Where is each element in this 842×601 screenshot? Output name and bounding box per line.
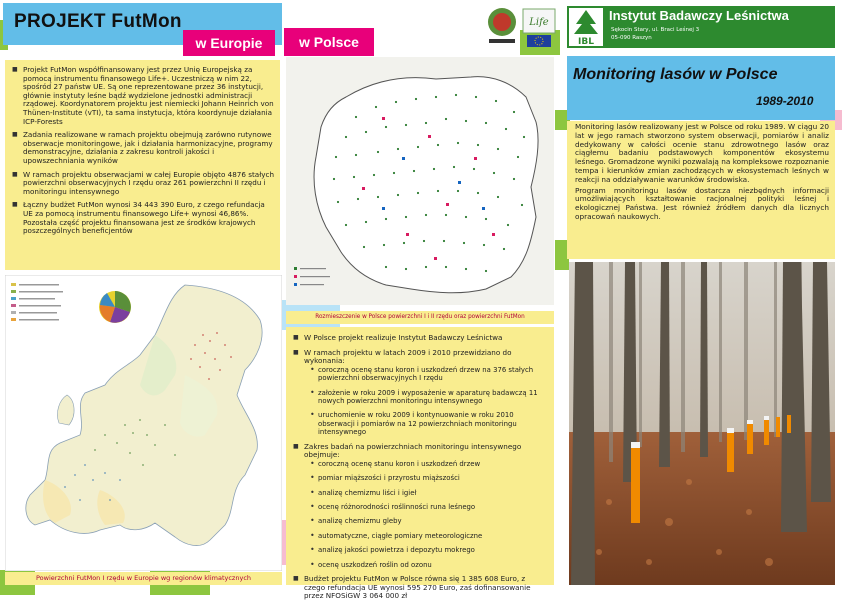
- poland-plots-map: [286, 57, 554, 305]
- page-title: PROJEKT FutMon: [14, 11, 182, 32]
- sub-item: • analizę chemizmu gleby: [318, 517, 548, 525]
- institute-name: Instytut Badawczy Leśnictwa: [609, 8, 789, 23]
- bullet-item: ■ W ramach projektu obserwacjami w całej Europie objęto 4876 stałych powierzchni obserwacyjnych I rzędu oraz 261 powierzchni II rzędu i monitoringu intensywnego: [23, 171, 274, 197]
- institute-address: Sękocin Stary, ul. Braci Leśnej 3: [611, 27, 700, 33]
- paragraph: Monitoring lasów realizowany jest w Polsce od roku 1989. W ciągu 20 lat w jego ramach stworzono system obserwacji, pomiarów i analiz dedykowany w całości ocenie stanu zdrowotnego lasów oraz ciągłemu badaniu podstawowych komponentów ekosystemu leśnego. Gromadzone wyniki pozwalają na kompleksowe rozpoznanie tempa i kierunków zmian zachodzących w ekosystemach leśnych w reakcji na oddziaływanie warunków środowiska.: [575, 122, 829, 184]
- svg-text:IBL: IBL: [578, 37, 594, 46]
- bullet-item: [304, 349, 548, 437]
- sub-item: • coroczną ocenę stanu koron i uszkodzeń drzew na 376 stałych powierzchni obserwacyjnych I rzędu: [318, 366, 548, 383]
- bullet-item: ■ Zadania realizowane w ramach projektu obejmują zarówno rutynowe obserwacje monitoringowe, jak i działania harmonizacyjne, programy demonstracyjne, działania z zakresu kontroli jakości i upowszechniania wyników: [23, 131, 274, 165]
- bullet-heading: Zakres badań na powierzchniach monitoringu intensywnego obejmuje:: [304, 441, 522, 460]
- bullet-item: ■ W Polsce projekt realizuje Instytut Badawczy Leśnictwa: [304, 334, 548, 343]
- europe-map-caption: Powierzchni FutMon I rzędu w Europie wg regionów klimatycznych: [5, 572, 282, 585]
- sub-item: • analizę jakości powietrza i depozytu mokrego: [318, 546, 548, 554]
- sub-item: • pomiar miąższości i przyrostu miąższości: [318, 474, 548, 482]
- forest-photo: [569, 262, 835, 585]
- institute-address: 05-090 Raszyn: [611, 35, 652, 41]
- sub-item: • uruchomienie w roku 2009 i kontynuowanie w roku 2010 obserwacji i pomiarów na 12 powierzchniach monitoringu intensywnego: [318, 411, 548, 436]
- tab-polsce: w Polsce: [284, 28, 374, 56]
- sub-item: • coroczną ocenę stanu koron i uszkodzeń drzew: [318, 460, 548, 468]
- bullet-item: ■ Projekt FutMon współfinansowany jest przez Unię Europejską za pomocą instrumentu finansowego Life+. Uczestniczą w nim 22, spośród 27 państw UE. Są one reprezentowane przez 36 instytucji, głównie instytuty leśne bądź wydzielone jednostki administracji rządowej. Koordynatorem projektu jest niemiecki Johann Heinrich von Thünen-Institute (vTI), ta sama instytucja, która koordynuje działania ICP-Forests: [23, 66, 274, 126]
- europe-climate-map: [5, 275, 282, 571]
- poland-map-caption: Rozmieszczenie w Polsce powierzchni I i II rzędu oraz powierzchni FutMon: [286, 311, 554, 324]
- tree-icon: [569, 8, 603, 46]
- bullet-heading: W ramach projektu w latach 2009 i 2010 przewidziano do wykonania:: [304, 347, 512, 366]
- bullet-item: [304, 443, 548, 569]
- ibl-logo: [569, 8, 603, 46]
- monitoring-description: [567, 121, 835, 259]
- nfosigw-logo-icon: [486, 6, 518, 46]
- sub-item: • automatyczne, ciągłe pomiary meteorologiczne: [318, 532, 548, 540]
- futmon-europe-text: [5, 60, 280, 270]
- sub-item: • założenie w roku 2009 i wyposażenie w aparaturę badawczą 11 nowych powierzchni monitoringu intensywnego: [318, 389, 548, 406]
- life-eu-logo-icon: [522, 8, 556, 48]
- sub-item: • ocenę różnorodności roślinności runa leśnego: [318, 503, 548, 511]
- futmon-poland-text: [286, 327, 554, 601]
- pie-chart-graphic: [99, 291, 131, 323]
- bullet-item: ■ Łączny budżet FutMon wynosi 34 443 390 Euro, z czego refundacja UE za pomocą instrumentu finansowego Life+ wynosi 46,86%. Pozostała część projektu finansowana jest ze środków krajowych poszczególnych beneficjentów: [23, 201, 274, 235]
- sub-item: • ocenę uszkodzeń roślin od ozonu: [318, 561, 548, 569]
- svg-text:Life: Life: [529, 17, 549, 28]
- monitoring-title: Monitoring lasów w Polsce: [573, 66, 778, 83]
- tab-europe: w Europie: [183, 30, 275, 56]
- monitoring-years: 1989-2010: [756, 94, 814, 108]
- paragraph: Program monitoringu lasów dostarcza niezbędnych informacji umożliwiających kształtowanie racjonalnej polityki leśnej i ekologicznej Państwa. Jest również źródłem danych dla licznych opracowań naukowych.: [575, 185, 829, 221]
- bullet-item: ■ Budżet projektu FutMon w Polsce równa się 1 385 608 Euro, z czego refundacja UE wynosi 595 270 Euro, zaś dofinansowanie przez NFOSiGW 3 064 000 zł: [304, 575, 548, 601]
- sub-item: • analizę chemizmu liści i igieł: [318, 489, 548, 497]
